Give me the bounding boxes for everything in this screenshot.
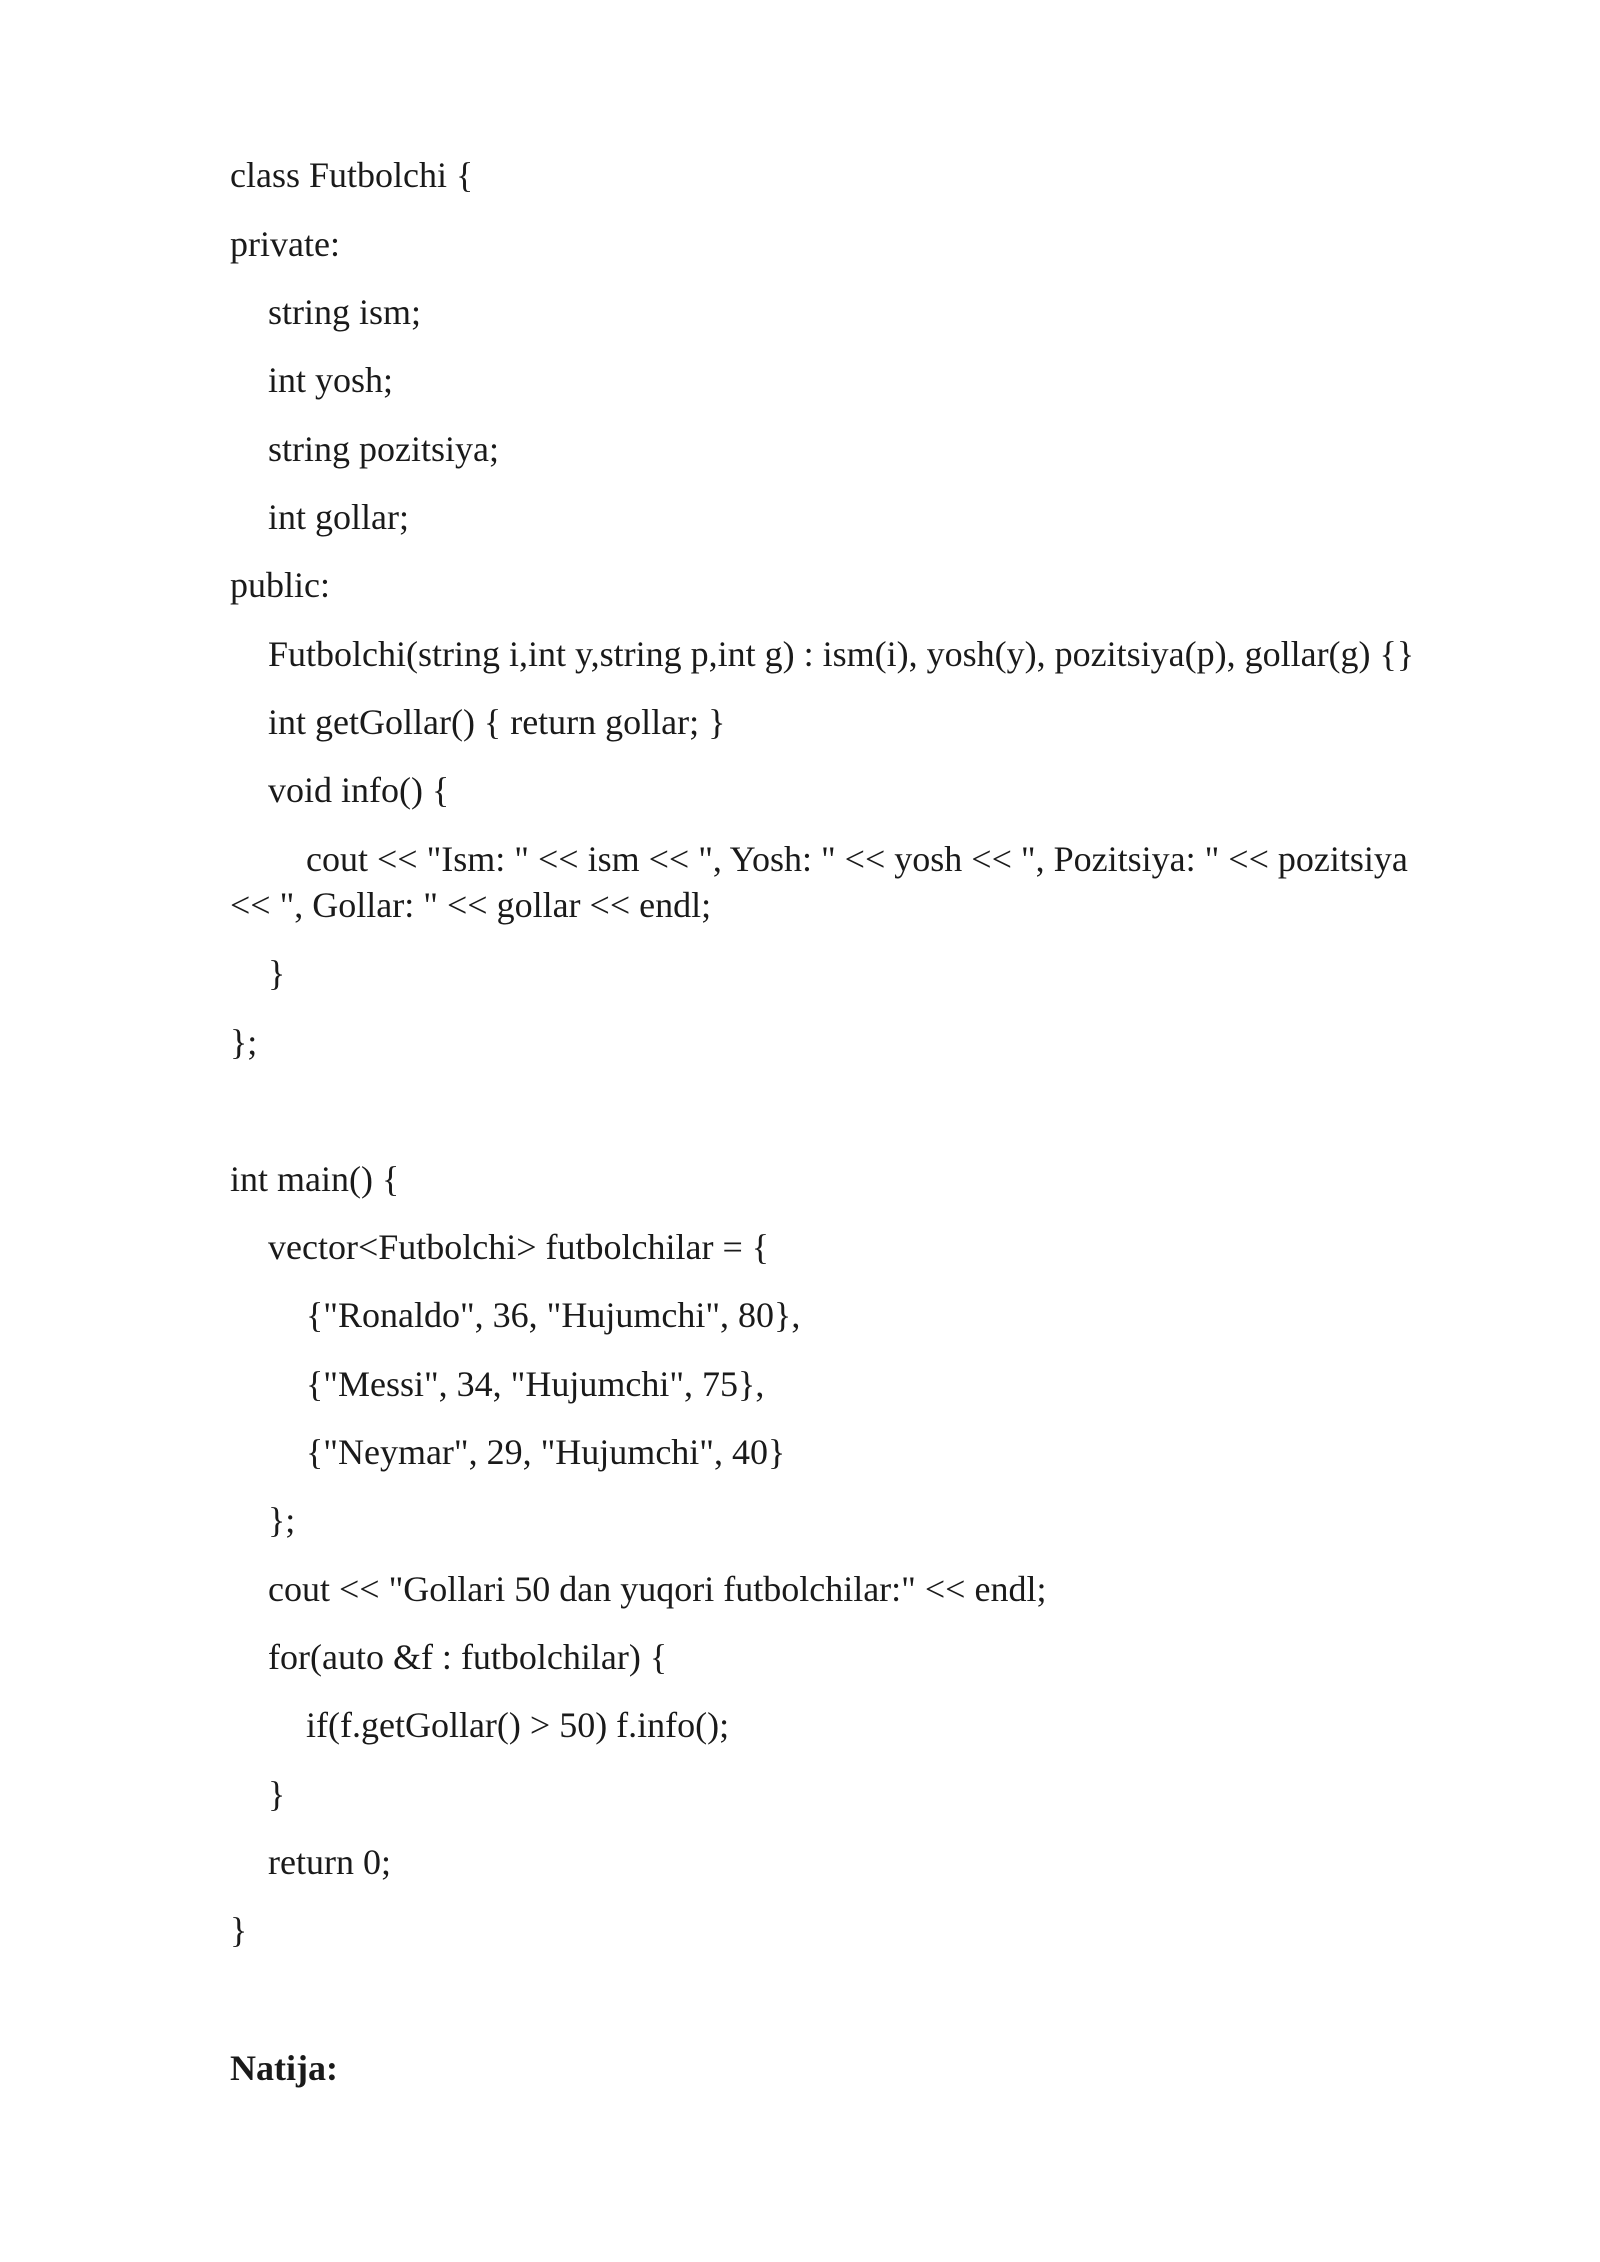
code-line: string pozitsiya; bbox=[268, 429, 499, 469]
code-line: string ism; bbox=[268, 292, 422, 332]
code-line: if(f.getGollar() > 50) f.info(); bbox=[306, 1705, 730, 1745]
code-line: for(auto &f : futbolchilar) { bbox=[268, 1637, 668, 1677]
code-line: } bbox=[230, 1910, 248, 1950]
code-line: {"Messi", 34, "Hujumchi", 75}, bbox=[306, 1364, 765, 1404]
code-line: {"Neymar", 29, "Hujumchi", 40} bbox=[306, 1432, 786, 1472]
code-line: vector<Futbolchi> futbolchilar = { bbox=[268, 1227, 770, 1267]
code-line: class Futbolchi { bbox=[230, 155, 474, 195]
code-line: int getGollar() { return gollar; } bbox=[268, 702, 726, 742]
code-line: public: bbox=[230, 565, 330, 605]
code-line: return 0; bbox=[268, 1842, 391, 1882]
code-line: } bbox=[268, 953, 286, 993]
code-line: cout << "Gollari 50 dan yuqori futbolchilar:" << endl; bbox=[268, 1569, 1047, 1609]
code-line: }; bbox=[268, 1500, 296, 1540]
code-line: } bbox=[268, 1774, 286, 1814]
code-line: << ", Gollar: " << gollar << endl; bbox=[230, 885, 712, 925]
code-line: int yosh; bbox=[268, 360, 394, 400]
code-line: int gollar; bbox=[268, 497, 409, 537]
code-line: {"Ronaldo", 36, "Hujumchi", 80}, bbox=[306, 1295, 801, 1335]
code-line: private: bbox=[230, 224, 340, 264]
result-heading: Natija: bbox=[230, 2048, 338, 2088]
code-line: void info() { bbox=[268, 770, 450, 810]
code-line: Futbolchi(string i,int y,string p,int g) : ism(i), yosh(y), pozitsiya(p), gollar(g) {} bbox=[268, 634, 1415, 674]
code-line: cout << "Ism: " << ism << ", Yosh: " << yosh << ", Pozitsiya: " << pozitsiya bbox=[306, 839, 1408, 879]
code-line: }; bbox=[230, 1022, 258, 1062]
code-line: int main() { bbox=[230, 1159, 400, 1199]
